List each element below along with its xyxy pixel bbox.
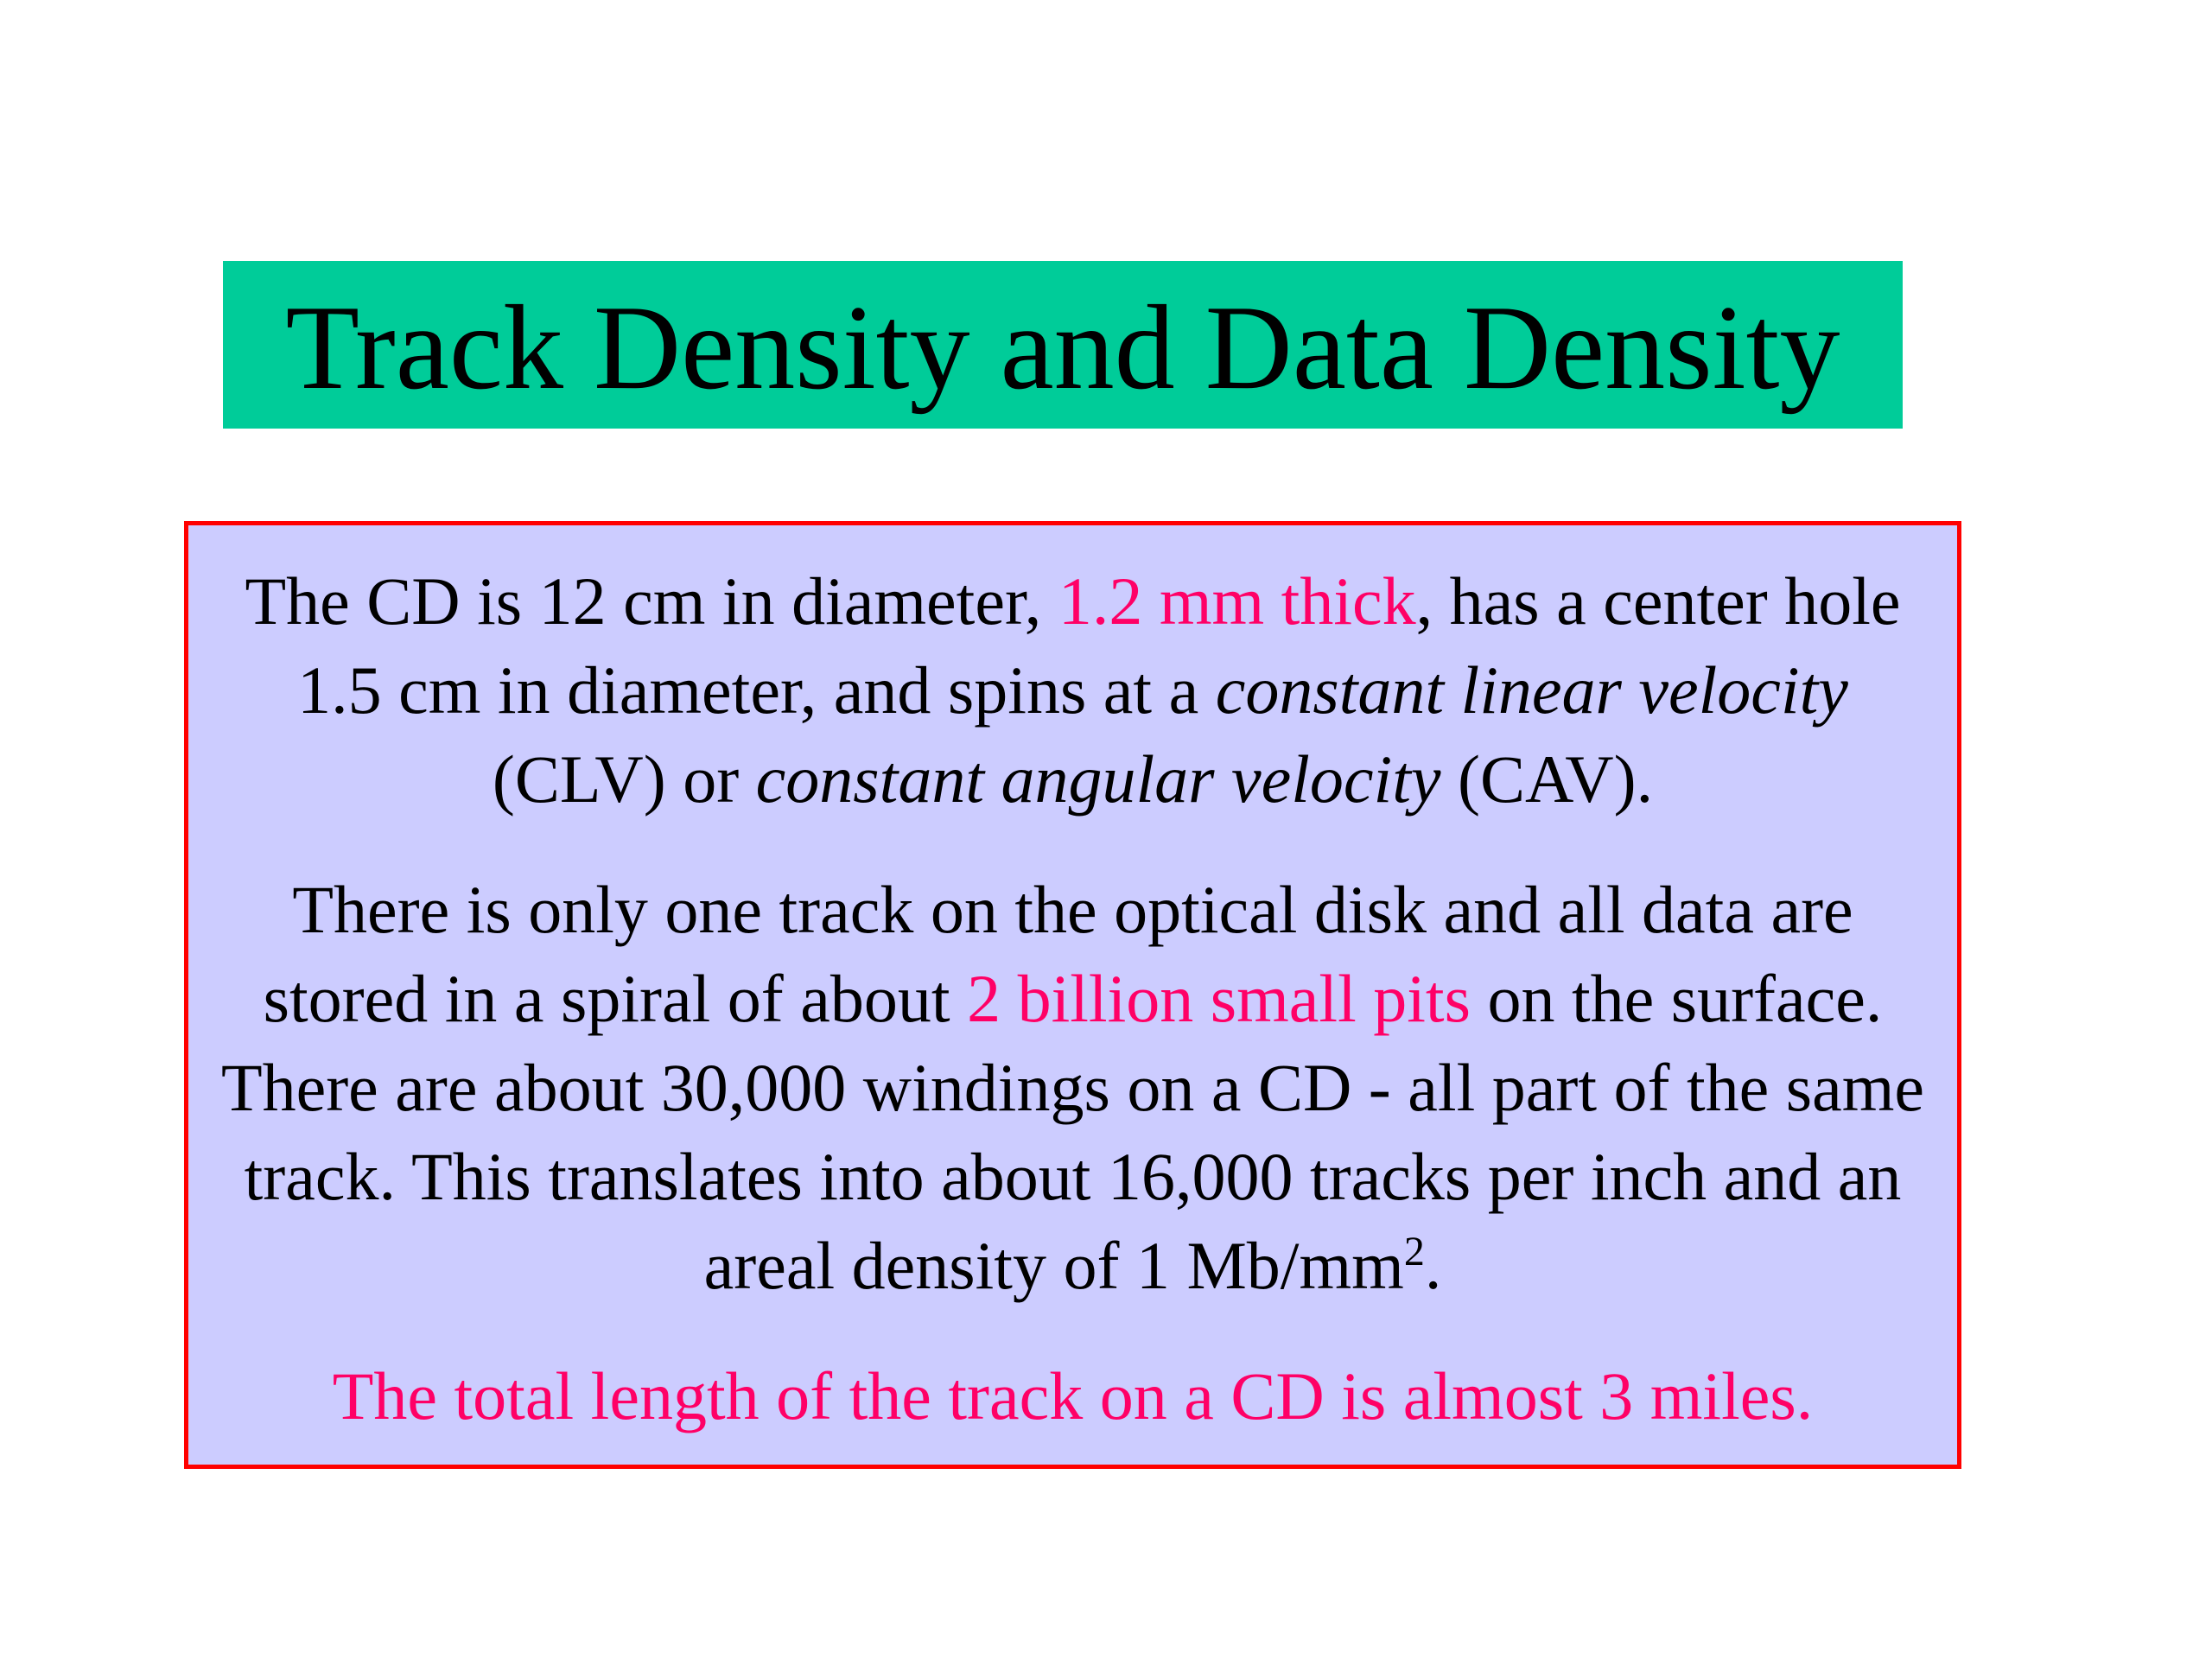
p1-italic-clv: constant linear velocity <box>1215 652 1848 728</box>
p2-text-2: on the surface. There are about 30,000 windings on a CD - all part of the same track. This translates into about 16,000 tracks per inch and an areal density of 1 Mb/mm <box>220 961 1925 1303</box>
paragraph-track-info <box>206 865 1940 1310</box>
p1-text-4: (CAV). <box>1440 741 1654 817</box>
slide-title: Track Density and Data Density <box>285 281 1840 415</box>
p1-highlight-thickness: 1.2 mm thick <box>1058 563 1416 639</box>
paragraph-track-length: The total length of the track on a CD is almost 3 miles. <box>332 1358 1814 1433</box>
p2-text-3: . <box>1424 1228 1442 1303</box>
p2-superscript: 2 <box>1403 1229 1425 1274</box>
p2-highlight-pits: 2 billion small pits <box>967 961 1471 1036</box>
slide-title-banner <box>223 261 1903 429</box>
paragraph-cd-dimensions <box>206 556 1940 823</box>
p1-italic-cav: constant angular velocity <box>755 741 1441 817</box>
p1-text-3: (CLV) or <box>492 741 756 817</box>
p2-text-1: There is only one track on the optical disk and all data are stored in a spiral of about <box>263 872 1853 1036</box>
p1-text-2: , has a center hole 1.5 cm in diameter, and spins at a <box>297 563 1901 728</box>
p1-text-1: The CD is 12 cm in diameter, <box>245 563 1058 639</box>
content-box <box>184 521 1961 1469</box>
